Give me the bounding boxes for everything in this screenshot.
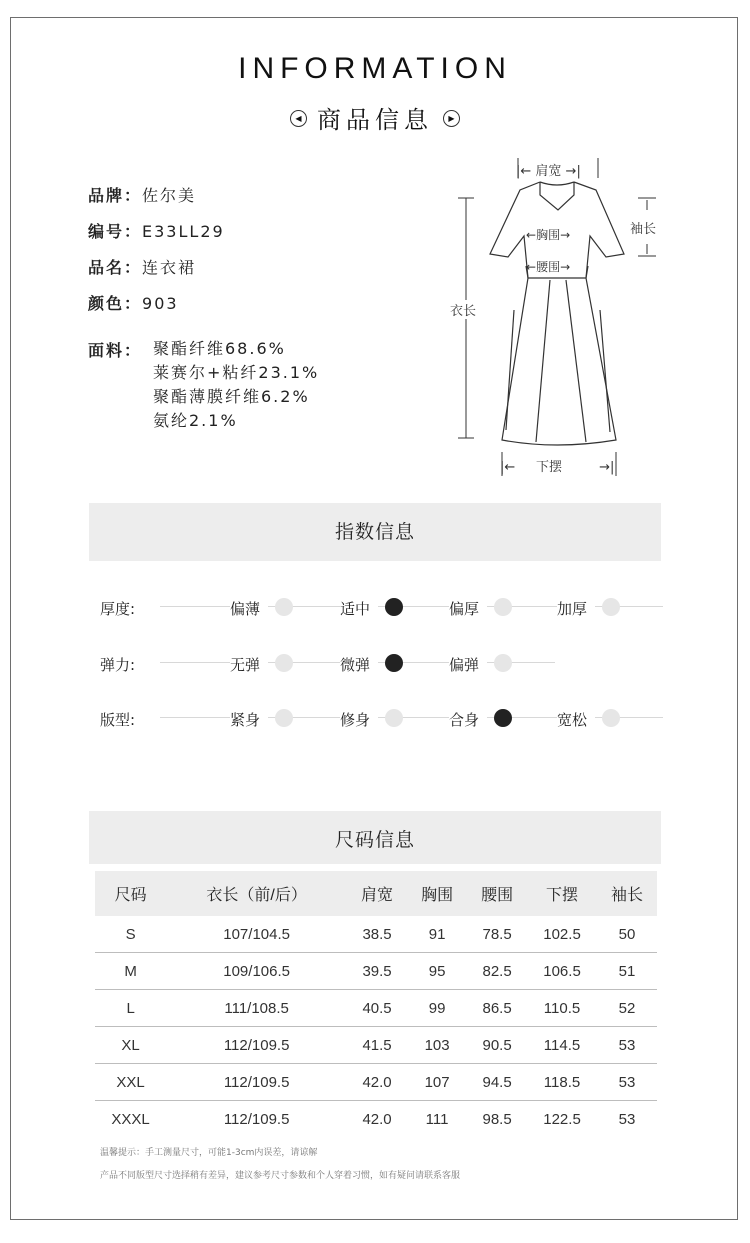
fabric-item: 聚酯纤维68.6% <box>153 339 286 358</box>
header-shoulder: 肩宽 <box>347 871 407 916</box>
info-value: 连衣裙 <box>142 258 197 277</box>
option-stretchy: 偏弹 <box>449 654 487 675</box>
option-dot <box>602 598 620 616</box>
table-cell: 98.5 <box>482 1110 512 1128</box>
fabric-item: 氨纶2.1% <box>153 411 238 430</box>
size-banner: 尺码信息 <box>89 811 661 864</box>
table-row <box>95 1027 657 1064</box>
info-label: 颜色： <box>88 294 143 313</box>
table-cell: 95 <box>407 953 467 990</box>
table-cell: 111/108.5 <box>166 990 347 1027</box>
table-cell: 38.5 <box>347 916 407 953</box>
info-row-code <box>88 219 225 242</box>
elasticity-label: 弹力: <box>100 656 136 674</box>
table-cell: 39.5 <box>347 953 407 990</box>
table-cell: 107/104.5 <box>166 916 347 953</box>
option-slim: 修身 <box>340 709 378 730</box>
table-cell: 82.5 <box>467 953 527 990</box>
option-dot <box>494 654 512 672</box>
option-dot <box>385 709 403 727</box>
table-cell: 112/109.5 <box>166 1027 347 1064</box>
table-cell: XL <box>95 1027 166 1064</box>
info-row-fabric <box>88 338 142 361</box>
table-row <box>95 916 657 953</box>
left-arrow-icon: ◀ <box>290 110 307 127</box>
info-value: E33LL29 <box>142 222 225 241</box>
info-value: 佐尔美 <box>142 186 197 205</box>
title-english: INFORMATION <box>238 52 512 85</box>
table-cell: 107 <box>407 1064 467 1101</box>
title-chinese-text: 商品信息 <box>317 106 433 134</box>
table-cell: XXL <box>95 1064 166 1101</box>
note-fit-advice: 产品不同版型尺寸选择稍有差异，建议参考尺寸参数和个人穿着习惯，如有疑问请联系客服 <box>100 1171 461 1181</box>
table-cell: 50 <box>597 916 657 953</box>
index-banner: 指数信息 <box>89 503 661 561</box>
option-dot-selected <box>494 709 512 727</box>
fabric-item: 莱赛尔+粘纤23.1% <box>153 363 320 382</box>
header-length: 衣长（前/后） <box>166 871 347 916</box>
waist-label: ←腰围→ <box>526 260 571 274</box>
table-cell: 102.5 <box>527 916 597 953</box>
option-dot <box>494 598 512 616</box>
table-cell: 41.5 <box>347 1027 407 1064</box>
option-dot <box>275 598 293 616</box>
table-cell: 53 <box>597 1027 657 1064</box>
header-sleeve: 袖长 <box>597 871 657 916</box>
sleeve-label: 袖长 <box>630 222 657 237</box>
length-label: 衣长 <box>450 300 476 319</box>
table-row <box>95 990 657 1027</box>
table-cell: 40.5 <box>347 990 407 1027</box>
table-cell: 52 <box>597 990 657 1027</box>
table-cell: S <box>95 916 166 953</box>
option-dot <box>275 654 293 672</box>
table-cell: 91 <box>407 916 467 953</box>
table-row <box>95 1064 657 1101</box>
table-cell: 112/109.5 <box>223 1110 290 1128</box>
table-cell: 109/106.5 <box>166 953 347 990</box>
table-row <box>95 1101 657 1138</box>
table-cell: 99 <box>407 990 467 1027</box>
table-cell: XXXL <box>111 1110 150 1128</box>
size-table-header <box>95 871 657 916</box>
table-cell: 53 <box>618 1110 636 1128</box>
table-cell: 94.5 <box>467 1064 527 1101</box>
option-medium: 适中 <box>340 598 378 619</box>
option-dot-selected <box>385 654 403 672</box>
header-hem: 下摆 <box>527 871 597 916</box>
shoulder-text: 肩宽 <box>535 164 562 179</box>
info-label: 品名： <box>88 258 143 277</box>
info-label: 编号： <box>88 222 143 241</box>
table-cell: 106.5 <box>527 953 597 990</box>
option-thin: 偏薄 <box>230 598 268 619</box>
table-cell: 53 <box>597 1064 657 1101</box>
option-regular: 合身 <box>449 709 487 730</box>
thickness-label: 厚度: <box>100 600 136 618</box>
option-thick: 偏厚 <box>449 598 487 619</box>
table-cell: 78.5 <box>467 916 527 953</box>
right-arrow-icon: ▶ <box>443 110 460 127</box>
header-size: 尺码 <box>95 871 166 916</box>
hem-text: 下摆 <box>535 460 562 475</box>
table-cell: 114.5 <box>527 1027 597 1064</box>
waist-text: 腰围 <box>536 260 561 274</box>
header-waist: 腰围 <box>467 871 527 916</box>
fit-label: 版型: <box>100 711 136 729</box>
chest-label: ←胸围→ <box>526 228 571 242</box>
table-cell: 51 <box>597 953 657 990</box>
option-extra-thick: 加厚 <box>557 598 595 619</box>
fabric-list <box>153 337 319 433</box>
size-table <box>95 871 657 1137</box>
info-label: 面料： <box>88 341 143 360</box>
table-cell: 42.0 <box>362 1110 392 1128</box>
table-cell: 111 <box>425 1110 449 1128</box>
table-cell: L <box>95 990 166 1027</box>
option-loose: 宽松 <box>557 709 595 730</box>
info-row-brand <box>88 183 196 206</box>
header-chest: 胸围 <box>407 871 467 916</box>
table-cell: 103 <box>407 1027 467 1064</box>
dress-diagram <box>440 150 680 480</box>
table-cell: 90.5 <box>467 1027 527 1064</box>
table-row <box>95 953 657 990</box>
option-tight: 紧身 <box>230 709 268 730</box>
title-chinese <box>0 100 750 135</box>
table-cell: 118.5 <box>527 1064 597 1101</box>
table-cell: 42.0 <box>347 1064 407 1101</box>
table-cell: 110.5 <box>527 990 597 1027</box>
info-row-name <box>88 255 196 278</box>
note-measurement: 温馨提示：手工测量尺寸，可能1-3cm内误差，请谅解 <box>100 1148 318 1158</box>
option-dot <box>275 709 293 727</box>
hem-label: |← 下摆 →| <box>500 460 615 475</box>
info-row-color <box>88 291 179 314</box>
option-dot <box>602 709 620 727</box>
info-value: 903 <box>142 294 179 313</box>
option-slight-stretch: 微弹 <box>340 654 378 675</box>
chest-text: 胸围 <box>536 228 561 242</box>
option-no-stretch: 无弹 <box>230 654 268 675</box>
fabric-item: 聚酯薄膜纤维6.2% <box>153 387 310 406</box>
table-cell: M <box>95 953 166 990</box>
table-cell: 112/109.5 <box>166 1064 347 1101</box>
table-cell: 122.5 <box>543 1110 581 1128</box>
table-cell: 86.5 <box>467 990 527 1027</box>
option-dot-selected <box>385 598 403 616</box>
info-label: 品牌： <box>88 186 143 205</box>
shoulder-label: |← 肩宽 →| <box>516 164 581 179</box>
